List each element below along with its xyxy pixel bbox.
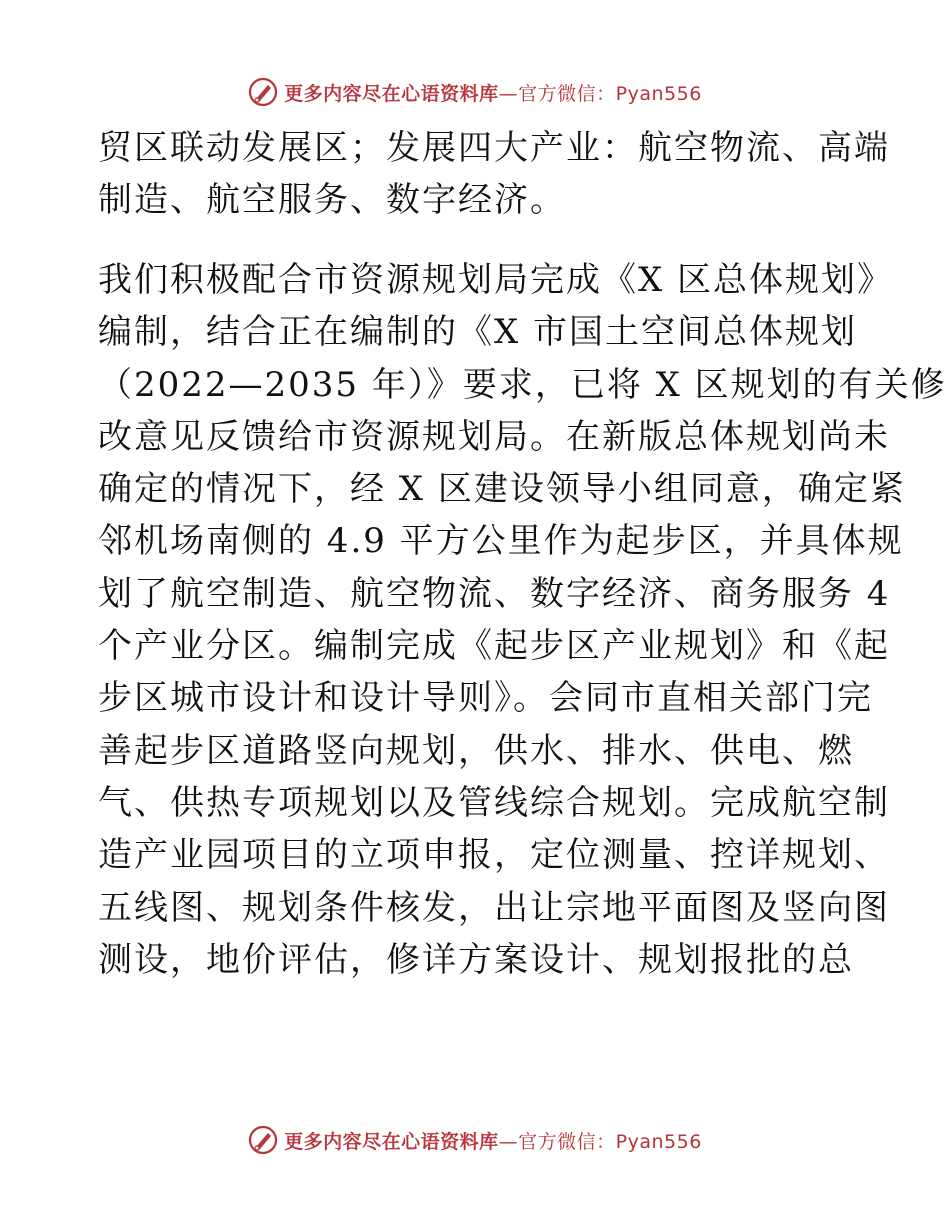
text-line: 造产业园项目的立项申报，定位测量、控详规划、: [98, 835, 890, 876]
text-line: 善起步区道路竖向规划，供水、排水、供电、燃: [98, 730, 854, 771]
text-line: 五线图、规划条件核发，出让宗地平面图及竖向图: [98, 887, 890, 928]
text-line: 改意见反馈给市资源规划局。在新版总体规划尚未: [98, 416, 890, 457]
footer-banner-text: 更多内容尽在心语资料库—官方微信：Pyan556: [284, 1130, 702, 1153]
header-banner-text: 更多内容尽在心语资料库—官方微信：Pyan556: [284, 82, 702, 105]
text-line: 划了航空制造、航空物流、数字经济、商务服务 4: [98, 573, 891, 614]
text-line: 个产业分区。编制完成《起步区产业规划》和《起: [98, 626, 890, 667]
text-line: 邻机场南侧的 4.9 平方公里作为起步区，并具体规: [98, 521, 904, 562]
text-line: 编制，结合正在编制的《X 市国土空间总体规划: [98, 312, 858, 353]
footer-watermark-banner: [0, 1120, 950, 1160]
text-line: 贸区联动发展区；发展四大产业：航空物流、高端: [98, 128, 890, 168]
text-line: 测设，地价评估，修详方案设计、规划报批的总: [98, 939, 854, 980]
text-line: 确定的情况下，经 X 区建设领导小组同意，确定紧: [98, 469, 906, 510]
text-line: 制造、航空服务、数字经济。: [98, 180, 566, 221]
paragraph-2: [98, 254, 947, 986]
text-line: 我们积极配合市资源规划局完成《X 区总体规划》: [98, 260, 894, 300]
pen-nib-logo-icon: [248, 1125, 278, 1155]
paragraph-1: [98, 122, 890, 227]
text-line: （2022—2035 年）》要求，已将 X 区规划的有关修: [98, 364, 947, 405]
text-line: 气、供热专项规划以及管线综合规划。完成航空制: [98, 782, 890, 823]
header-watermark-banner: [0, 72, 950, 112]
text-line: 步区城市设计和设计导则》。会同市直相关部门完: [98, 678, 873, 719]
pen-nib-logo-icon: [248, 77, 278, 107]
